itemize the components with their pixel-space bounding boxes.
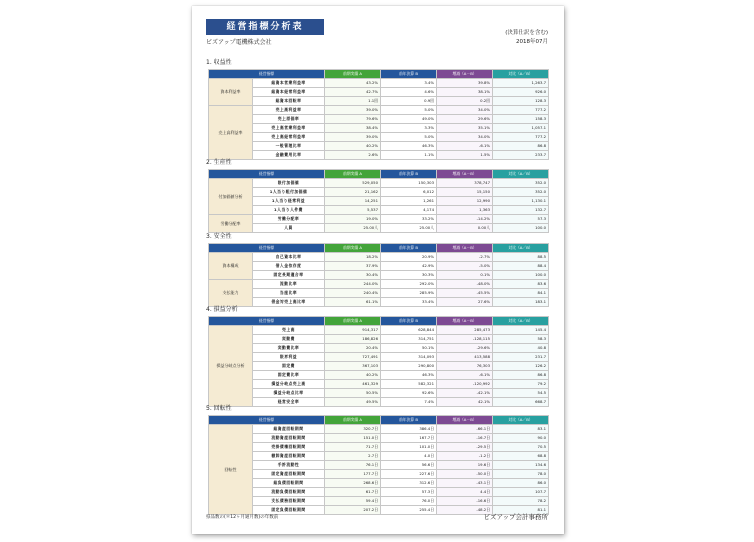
- metric-name: 固定長期適合率: [253, 271, 325, 280]
- value-a: 40.2%: [325, 142, 381, 151]
- value-c: 39.8%: [437, 79, 493, 88]
- value-a: 914,317: [325, 326, 381, 335]
- metric-name: 支払債務回転期間: [253, 497, 325, 506]
- value-a: 367,103: [325, 362, 381, 371]
- value-c: 0.2回: [437, 97, 493, 106]
- table-row: [209, 280, 549, 289]
- value-d: 57.3: [493, 215, 549, 224]
- value-b: 285.9%: [381, 289, 437, 298]
- section-title: 2. 生産性: [206, 159, 232, 166]
- metric-name: 1人当り経常利益: [253, 197, 325, 206]
- table-header-row: [209, 244, 549, 253]
- value-d: 132.7: [493, 206, 549, 215]
- value-b: 56.6日: [381, 461, 437, 470]
- value-d: 926.0: [493, 88, 549, 97]
- metric-name: 固定費: [253, 362, 325, 371]
- value-d: 78.0: [493, 470, 549, 479]
- section-table: [208, 316, 549, 407]
- table-row: [209, 353, 549, 362]
- value-c: -45.5%: [437, 289, 493, 298]
- value-a: 1.1回: [325, 97, 381, 106]
- value-c: 1.5%: [437, 151, 493, 160]
- value-b: 46.3%: [381, 142, 437, 151]
- metric-name: 売上高経常利益率: [253, 133, 325, 142]
- metric-name: 総資本経常利益率: [253, 88, 325, 97]
- header-c: 増減（A－B）: [437, 416, 493, 425]
- header-d: 対比（A／B）: [493, 416, 549, 425]
- value-d: 352.0: [493, 179, 549, 188]
- value-d: 183.1: [493, 298, 549, 307]
- value-d: 40.8: [493, 344, 549, 353]
- table-row: [209, 470, 549, 479]
- section-table: [208, 243, 549, 307]
- table-row: [209, 224, 549, 233]
- value-d: 100.0: [493, 271, 549, 280]
- metric-name: 一般管理比率: [253, 142, 325, 151]
- metric-name: 流動資産回転期間: [253, 434, 325, 443]
- value-d: 126.2: [493, 362, 549, 371]
- header-d: 対比（A／B）: [493, 70, 549, 79]
- metric-name: 総資本回転率: [253, 97, 325, 106]
- table-row: [209, 389, 549, 398]
- metric-name: 金融費用比率: [253, 151, 325, 160]
- metric-name: 手許流動性: [253, 461, 325, 470]
- value-d: 86.0: [493, 479, 549, 488]
- value-b: 7.4%: [381, 398, 437, 407]
- table-row: [209, 289, 549, 298]
- metric-name: 借金対売上高比率: [253, 298, 325, 307]
- value-d: 88.5: [493, 253, 549, 262]
- table-row: [209, 335, 549, 344]
- value-a: 71.7日: [325, 443, 381, 452]
- value-c: 413,588: [437, 353, 493, 362]
- section-title: 4. 損益分析: [206, 306, 238, 313]
- value-d: 84.1: [493, 289, 549, 298]
- table-header-row: [209, 317, 549, 326]
- table-header-row: [209, 416, 549, 425]
- value-a: 21,162: [325, 188, 381, 197]
- value-d: 58.3: [493, 335, 549, 344]
- value-a: 461,329: [325, 380, 381, 389]
- value-b: 1.1%: [381, 151, 437, 160]
- value-d: 88.4: [493, 262, 549, 271]
- table-row: [209, 215, 549, 224]
- metric-name: 流動比率: [253, 280, 325, 289]
- value-d: 90.0: [493, 434, 549, 443]
- value-c: 4.4日: [437, 488, 493, 497]
- value-d: 83.6: [493, 280, 549, 289]
- group-label: 資本構成: [209, 253, 253, 280]
- value-b: 312.6日: [381, 479, 437, 488]
- table-row: [209, 79, 549, 88]
- value-c: -16.6日: [437, 497, 493, 506]
- value-b: 255.4日: [381, 506, 437, 515]
- table-row: [209, 142, 549, 151]
- value-c: 38.1%: [437, 88, 493, 97]
- metric-name: 1人当り人件費: [253, 206, 325, 215]
- value-b: 49.0%: [381, 115, 437, 124]
- value-b: 4,174: [381, 206, 437, 215]
- table-row: [209, 106, 549, 115]
- value-b: 150,303: [381, 179, 437, 188]
- table-row: [209, 380, 549, 389]
- table-row: [209, 362, 549, 371]
- value-a: 727,491: [325, 353, 381, 362]
- value-b: 292.0%: [381, 280, 437, 289]
- value-d: 352.0: [493, 188, 549, 197]
- value-c: -29.5日: [437, 443, 493, 452]
- value-a: 18.2%: [325, 253, 381, 262]
- value-a: 49.5%: [325, 398, 381, 407]
- value-b: 33.2%: [381, 215, 437, 224]
- table-row: [209, 133, 549, 142]
- value-d: 233.7: [493, 151, 549, 160]
- table-row: [209, 188, 549, 197]
- header-d: 対比（A／B）: [493, 317, 549, 326]
- table-row: [209, 434, 549, 443]
- header-b: 前年決算 B: [381, 416, 437, 425]
- table-row: [209, 443, 549, 452]
- table-row: [209, 97, 549, 106]
- table-row: [209, 371, 549, 380]
- metric-name: 自己資本比率: [253, 253, 325, 262]
- table-row: [209, 206, 549, 215]
- header-name: 経営指標: [209, 416, 325, 425]
- value-c: 35.1%: [437, 124, 493, 133]
- value-a: 2.6%: [325, 151, 381, 160]
- metric-name: 固定費比率: [253, 371, 325, 380]
- value-b: 167.7日: [381, 434, 437, 443]
- metric-name: 限付加価値: [253, 179, 325, 188]
- value-b: 76.0日: [381, 497, 437, 506]
- group-label: 資本利益率: [209, 79, 253, 106]
- section-title: 5. 回転性: [206, 405, 232, 412]
- value-a: 50.5%: [325, 389, 381, 398]
- metric-name: 1人当り粗付加価値: [253, 188, 325, 197]
- footnote: 県品数の(＊12ヶ月通月数)の年数前: [206, 515, 279, 520]
- value-a: 177.7日: [325, 470, 381, 479]
- table-row: [209, 88, 549, 97]
- header-b: 前年決算 B: [381, 170, 437, 179]
- company-name: ビズアップ電機株式会社: [206, 39, 272, 46]
- group-label: 労働分配率: [209, 215, 253, 233]
- value-b: 30.3%: [381, 271, 437, 280]
- value-c: -6.1%: [437, 371, 493, 380]
- value-d: 79.2: [493, 380, 549, 389]
- value-a: 30.4%: [325, 271, 381, 280]
- value-c: 27.6%: [437, 298, 493, 307]
- value-b: 582,321: [381, 380, 437, 389]
- metric-name: 限界利益: [253, 353, 325, 362]
- header-d: 対比（A／B）: [493, 170, 549, 179]
- table-row: [209, 461, 549, 470]
- value-b: 92.6%: [381, 389, 437, 398]
- value-c: -66.1日: [437, 425, 493, 434]
- value-d: 81.1: [493, 506, 549, 515]
- header-c: 増減（A－B）: [437, 70, 493, 79]
- header-c: 増減（A－B）: [437, 244, 493, 253]
- value-c: 15,150: [437, 188, 493, 197]
- value-b: 4.0日: [381, 452, 437, 461]
- value-a: 42.7%: [325, 88, 381, 97]
- value-c: -43.1日: [437, 479, 493, 488]
- report-title: 経営指標分析表: [206, 19, 324, 35]
- value-d: 777.2: [493, 106, 549, 115]
- value-a: 39.0%: [325, 106, 381, 115]
- value-c: -2.7%: [437, 253, 493, 262]
- metric-name: 売上原価率: [253, 115, 325, 124]
- value-d: 70.5: [493, 443, 549, 452]
- table-row: [209, 497, 549, 506]
- value-c: -128,115: [437, 335, 493, 344]
- header-name: 経営指標: [209, 317, 325, 326]
- value-b: 5.0%: [381, 106, 437, 115]
- table-row: [209, 488, 549, 497]
- value-a: 2.7日: [325, 452, 381, 461]
- section-table: [208, 415, 549, 515]
- value-a: 240.4%: [325, 289, 381, 298]
- table-row: [209, 124, 549, 133]
- header-b: 前年決算 B: [381, 70, 437, 79]
- table-header-row: [209, 170, 549, 179]
- value-a: 207.2日: [325, 506, 381, 515]
- table-header-row: [209, 70, 549, 79]
- metric-name: 固定負債回転期間: [253, 506, 325, 515]
- metric-name: 棚卸資産回転期間: [253, 452, 325, 461]
- value-b: 101.0日: [381, 443, 437, 452]
- value-a: 61.1%: [325, 298, 381, 307]
- value-d: 100.0: [493, 224, 549, 233]
- value-a: 529,050: [325, 179, 381, 188]
- metric-name: 人員: [253, 224, 325, 233]
- table-row: [209, 253, 549, 262]
- group-label: 支払能力: [209, 280, 253, 307]
- value-a: 25.00人: [325, 224, 381, 233]
- value-d: 158.3: [493, 115, 549, 124]
- table-row: [209, 271, 549, 280]
- value-a: 20.4%: [325, 344, 381, 353]
- header-d: 対比（A／B）: [493, 244, 549, 253]
- header-name: 経営指標: [209, 70, 325, 79]
- metric-name: 固定資産回転期間: [253, 470, 325, 479]
- value-c: 34.0%: [437, 106, 493, 115]
- value-a: 37.9%: [325, 262, 381, 271]
- value-c: 34.0%: [437, 133, 493, 142]
- metric-name: 売上高: [253, 326, 325, 335]
- metric-name: 流動負債回転期間: [253, 488, 325, 497]
- value-d: 1,263.7: [493, 79, 549, 88]
- value-c: -29.6%: [437, 344, 493, 353]
- value-c: -120,992: [437, 380, 493, 389]
- value-c: -16.7日: [437, 434, 493, 443]
- value-d: 78.2: [493, 497, 549, 506]
- table-row: [209, 479, 549, 488]
- header-b: 前年決算 B: [381, 317, 437, 326]
- value-a: 14,251: [325, 197, 381, 206]
- footer-firm: ビズアップ会計事務所: [483, 513, 548, 521]
- section-title: 1. 収益性: [206, 59, 232, 66]
- metric-name: 総資本営業利益率: [253, 79, 325, 88]
- report-note: (決算仕訳を含む): [505, 30, 548, 36]
- value-c: -14.2%: [437, 215, 493, 224]
- value-a: 186,826: [325, 335, 381, 344]
- section-title: 3. 安全性: [206, 233, 232, 240]
- header-name: 経営指標: [209, 244, 325, 253]
- table-row: [209, 298, 549, 307]
- value-d: 145.4: [493, 326, 549, 335]
- value-b: 20.9%: [381, 253, 437, 262]
- value-c: 19.6日: [437, 461, 493, 470]
- value-d: 1,130.1: [493, 197, 549, 206]
- value-d: 128.3: [493, 97, 549, 106]
- value-d: 668.7: [493, 398, 549, 407]
- metric-name: 売上高営業利益率: [253, 124, 325, 133]
- value-a: 40.2%: [325, 371, 381, 380]
- value-d: 83.1: [493, 425, 549, 434]
- value-b: 50.1%: [381, 344, 437, 353]
- value-d: 777.2: [493, 133, 549, 142]
- table-row: [209, 262, 549, 271]
- value-b: 314,751: [381, 335, 437, 344]
- metric-name: 総負債回転期間: [253, 479, 325, 488]
- value-b: 314,093: [381, 353, 437, 362]
- value-d: 134.6: [493, 461, 549, 470]
- value-a: 61.7日: [325, 488, 381, 497]
- value-d: 54.5: [493, 389, 549, 398]
- table-row: [209, 115, 549, 124]
- value-b: 290,800: [381, 362, 437, 371]
- metric-name: 売上高利益率: [253, 106, 325, 115]
- value-c: 29.6%: [437, 115, 493, 124]
- value-a: 79.6%: [325, 115, 381, 124]
- group-label: 付加価値分析: [209, 179, 253, 215]
- value-a: 244.0%: [325, 280, 381, 289]
- value-c: 378,747: [437, 179, 493, 188]
- value-a: 59.4日: [325, 497, 381, 506]
- value-b: 1,261: [381, 197, 437, 206]
- metric-name: 売掛債権回転期間: [253, 443, 325, 452]
- value-c: 285,473: [437, 326, 493, 335]
- value-c: -50.0日: [437, 470, 493, 479]
- header-a: 前期実績 A: [325, 70, 381, 79]
- header-a: 前期実績 A: [325, 317, 381, 326]
- value-b: 46.3%: [381, 371, 437, 380]
- value-b: 3.3%: [381, 124, 437, 133]
- table-row: [209, 452, 549, 461]
- value-b: 25.00人: [381, 224, 437, 233]
- section-table: [208, 169, 549, 233]
- value-c: 12,990: [437, 197, 493, 206]
- metric-name: 当座比率: [253, 289, 325, 298]
- header-a: 前期実績 A: [325, 170, 381, 179]
- value-b: 42.9%: [381, 262, 437, 271]
- report-date: 2018年07月: [516, 39, 548, 45]
- table-row: [209, 344, 549, 353]
- value-d: 86.8: [493, 371, 549, 380]
- value-a: 268.6日: [325, 479, 381, 488]
- section-table: [208, 69, 549, 160]
- group-label: 売上高利益率: [209, 106, 253, 160]
- table-row: [209, 326, 549, 335]
- value-a: 5,537: [325, 206, 381, 215]
- metric-name: 経営安全率: [253, 398, 325, 407]
- value-a: 151.0日: [325, 434, 381, 443]
- value-b: 6,012: [381, 188, 437, 197]
- header-a: 前期実績 A: [325, 244, 381, 253]
- value-a: 76.1日: [325, 461, 381, 470]
- value-c: 76,303: [437, 362, 493, 371]
- value-b: 5.0%: [381, 133, 437, 142]
- value-c: -1.2日: [437, 452, 493, 461]
- value-b: 4.6%: [381, 88, 437, 97]
- value-c: -48.2日: [437, 506, 493, 515]
- metric-name: 損益分岐点比率: [253, 389, 325, 398]
- value-c: -5.0%: [437, 262, 493, 271]
- report-sheet: [192, 6, 564, 534]
- table-row: [209, 197, 549, 206]
- group-label: 回転性: [209, 425, 253, 515]
- header-b: 前年決算 B: [381, 244, 437, 253]
- header-name: 経営指標: [209, 170, 325, 179]
- value-a: 38.4%: [325, 124, 381, 133]
- metric-name: 損益分岐点売上高: [253, 380, 325, 389]
- value-c: 42.1%: [437, 398, 493, 407]
- metric-name: 変動費比率: [253, 344, 325, 353]
- value-d: 68.8: [493, 452, 549, 461]
- metric-name: 変動費: [253, 335, 325, 344]
- group-label: 損益分岐点分析: [209, 326, 253, 407]
- value-c: 0.1%: [437, 271, 493, 280]
- value-d: 86.8: [493, 142, 549, 151]
- value-c: -42.1%: [437, 389, 493, 398]
- value-c: -6.1%: [437, 142, 493, 151]
- metric-name: 労働分配率: [253, 215, 325, 224]
- table-row: [209, 179, 549, 188]
- value-c: 1,363: [437, 206, 493, 215]
- value-a: 43.2%: [325, 79, 381, 88]
- value-d: 231.7: [493, 353, 549, 362]
- value-a: 320.7日: [325, 425, 381, 434]
- header-c: 増減（A－B）: [437, 317, 493, 326]
- value-a: 19.0%: [325, 215, 381, 224]
- value-b: 0.9回: [381, 97, 437, 106]
- value-b: 3.4%: [381, 79, 437, 88]
- value-b: 57.3日: [381, 488, 437, 497]
- header-c: 増減（A－B）: [437, 170, 493, 179]
- value-b: 386.4日: [381, 425, 437, 434]
- metric-name: 総資産回転期間: [253, 425, 325, 434]
- value-c: 0.00人: [437, 224, 493, 233]
- value-d: 1,057.1: [493, 124, 549, 133]
- value-d: 107.7: [493, 488, 549, 497]
- header-a: 前期実績 A: [325, 416, 381, 425]
- table-row: [209, 398, 549, 407]
- value-b: 628,844: [381, 326, 437, 335]
- table-row: [209, 425, 549, 434]
- value-b: 33.4%: [381, 298, 437, 307]
- value-a: 39.0%: [325, 133, 381, 142]
- value-c: -48.0%: [437, 280, 493, 289]
- table-row: [209, 151, 549, 160]
- metric-name: 借入金依存度: [253, 262, 325, 271]
- value-b: 227.6日: [381, 470, 437, 479]
